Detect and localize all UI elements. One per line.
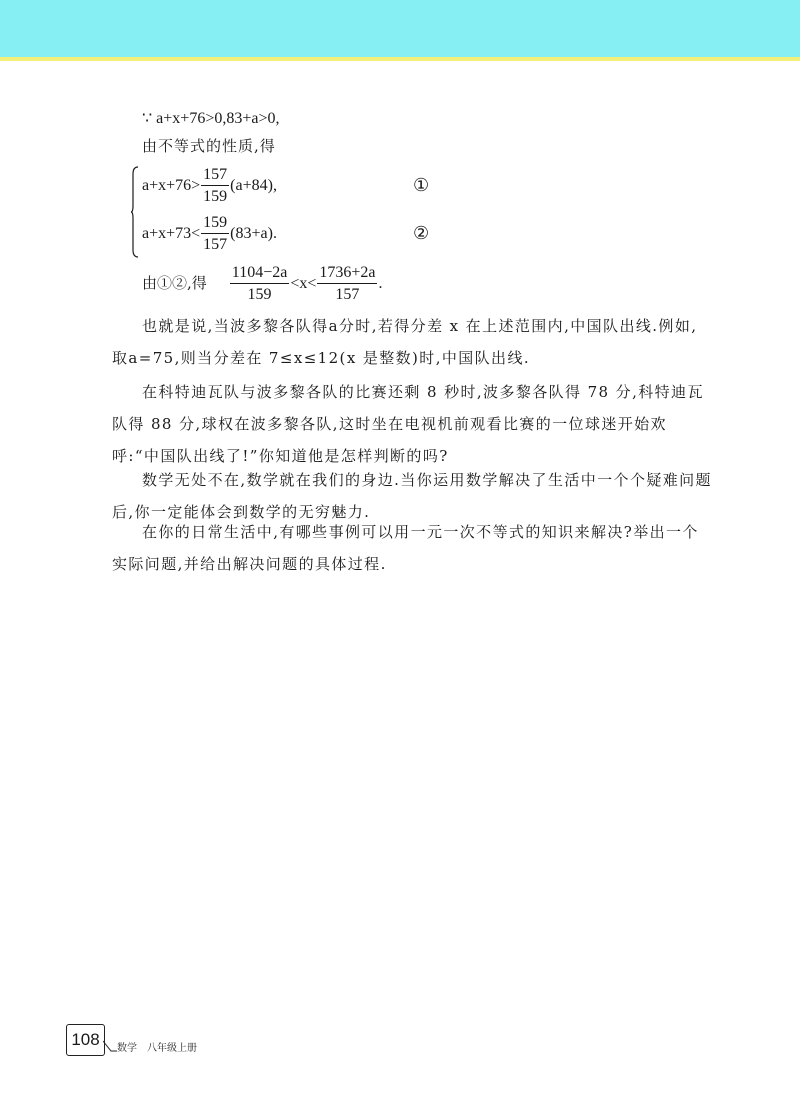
ineq1-left: a+x+76> [142,177,201,194]
ineq2-left: a+x+73< [142,225,201,242]
ineq1-numerator: 157 [201,167,229,186]
footer-book-title: 八年级上册 [147,1043,197,1054]
ineq2-denominator: 157 [203,236,228,254]
result-den1: 159 [247,286,272,304]
footer-subject: 数学 [117,1043,137,1054]
result-num2: 1736+2a [317,265,377,284]
ineq2-fraction [201,215,229,253]
system-brace [131,166,139,258]
ineq2-right: (83+a). [230,225,277,242]
ineq1-fraction [201,167,229,205]
combined-result [142,263,382,304]
paragraph-conclusion: 也就是说,当波多黎各队得a分时,若得分差 x 在上述范围内,中国队出线.例如,取a=75,则当分差在 7≤x≤12(x 是整数)时,中国队出线. [112,317,698,367]
given-conditions: ∵ a+x+76>0,83+a>0, [142,110,280,127]
paragraph-math-everywhere: 数学无处不在,数学就在我们的身边.当你运用数学解决了生活中一个个疑难问题后,你一定能体会到数学的无穷魅力. [112,471,712,521]
inequality-2 [142,214,277,254]
property-statement: 由不等式的性质,得 [142,137,276,155]
header-band [0,0,800,57]
result-middle: <x< [290,275,317,292]
result-num1: 1104−2a [230,265,290,284]
inequality-1-label: ① [413,175,430,196]
ineq1-denominator: 159 [203,188,228,206]
result-prefix: 由①②,得 [142,274,207,292]
result-suffix: . [378,275,383,292]
paragraph-question: 在科特迪瓦队与波多黎各队的比赛还剩 8 秒时,波多黎各队得 78 分,科特迪瓦队得 88 分,球权在波多黎各队,这时坐在电视机前观看比赛的一位球迷开始欢呼:“中国队出线了!”你知道他是怎样判断的吗? [112,383,704,465]
ineq2-numerator: 159 [201,215,229,234]
result-fraction-2 [317,265,377,303]
ineq1-right: (a+84), [230,177,277,194]
header-divider [0,57,800,61]
result-den2: 157 [335,286,360,304]
page-tab-arrow-icon [103,1039,117,1053]
inequality-2-label: ② [413,223,430,244]
footer-book-info [117,1043,197,1055]
paragraph-exercise: 在你的日常生活中,有哪些事例可以用一元一次不等式的知识来解决?举出一个实际问题,并给出解决问题的具体过程. [112,523,699,573]
inequality-1 [142,166,277,206]
page-number: 108 [66,1024,105,1056]
result-fraction-1 [230,265,290,303]
